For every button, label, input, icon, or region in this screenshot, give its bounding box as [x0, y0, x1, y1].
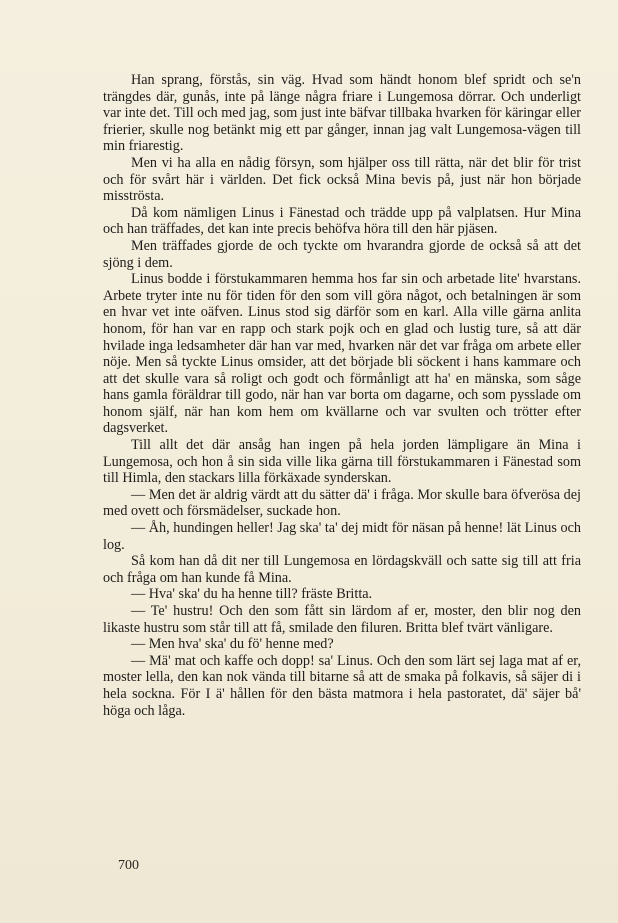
- dialogue-paragraph: — Åh, hundingen heller! Jag ska' ta' dej midt för näsan på henne! lät Linus och log.: [103, 520, 581, 553]
- dialogue-paragraph: — Mä' mat och kaffe och dopp! sa' Linus. Och den som lärt sej laga mat af er, moster lella, den kan nok vända till bitarne så att de smaka på folkavis, så säjer di i hela sockna. För I ä' hållen för den bästa matmora i hela pastoratet, dä' säjer bå' höga och låga.: [103, 652, 581, 719]
- paragraph: Då kom nämligen Linus i Fänestad och trädde upp på valplatsen. Hur Mina och han träffades, det kan inte precis behöfva höra till den här pjäsen.: [103, 204, 581, 238]
- dialogue-paragraph: — Hva' ska' du ha henne till? fräste Britta.: [131, 586, 373, 603]
- dialogue-paragraph: — Te' hustru! Och den som fått sin lärdom af er, moster, den blir nog den likaste hustru som står till att få, smilade den filuren. Britta blef tvärt vänligare.: [103, 603, 581, 636]
- paragraph: Linus bodde i förstukammaren hemma hos far sin och arbetade lite' hvarstans. Arbete tryter inte nu för tiden för den som vill göra något, och betalningen är som en hvar vet inte oäfven. Linus stod sig därför som en karl. Alla ville gärna anlita honom, för han var en rapp och stark pojk och en glad och lustig ture, så att där hvilade inga ledsamheter där han var med, hvarken när det var fråga om arbete eller nöje. Men så tyckte Linus omsider, att det började bli söckent i hans kammare och att det skulle vara så roligt och godt och förmånligt att ha' en mänska, som såge hans gamla föräldrar till godo, när han var borta om dagarne, och som pysslade om honom själf, när han kom hem om kvällarne och var svulten och trötter efter dagsverket.: [103, 271, 581, 437]
- dialogue-paragraph: — Men hva' ska' du fö' henne med?: [131, 636, 334, 653]
- paragraph: Så kom han då dit ner till Lungemosa en lördagskväll och satte sig till att fria och fråga om han kunde få Mina.: [103, 553, 581, 586]
- body-text: [103, 72, 581, 719]
- paragraph: Men träffades gjorde de och tyckte om hvarandra gjorde de också så att det sjöng i dem.: [103, 237, 581, 271]
- dialogue-paragraph: — Men det är aldrig värdt att du sätter dä' i fråga. Mor skulle bara öfverösa dej med ovett och försmädelser, suckade hon.: [103, 486, 581, 520]
- page-number: 700: [118, 858, 139, 873]
- paragraph: Han sprang, förstås, sin väg. Hvad som händt honom blef spridt och se'n trängdes där, gunås, inte på länge några friare i Lungemosa dörrar. Och underligt var inte det. Till och med jag, som just inte bäfvar tillbaka hvarken för käringar eller frierier, skulle nog betänkt mig ett par gånger, innan jag valt Lungemosa-vägen till min friarestig.: [103, 72, 581, 155]
- paragraph: Till allt det där ansåg han ingen på hela jorden lämpligare än Mina i Lungemosa, och hon å sin sida ville lika gärna till förstukammaren i Fänestad som till Himla, den stackars lilla förkäxade synderskan.: [103, 437, 581, 487]
- paragraph: Men vi ha alla en nådig försyn, som hjälper oss till rätta, när det blir för trist och för svårt här i världen. Det fick också Mina bevis på, just när hon började misströsta.: [103, 154, 581, 205]
